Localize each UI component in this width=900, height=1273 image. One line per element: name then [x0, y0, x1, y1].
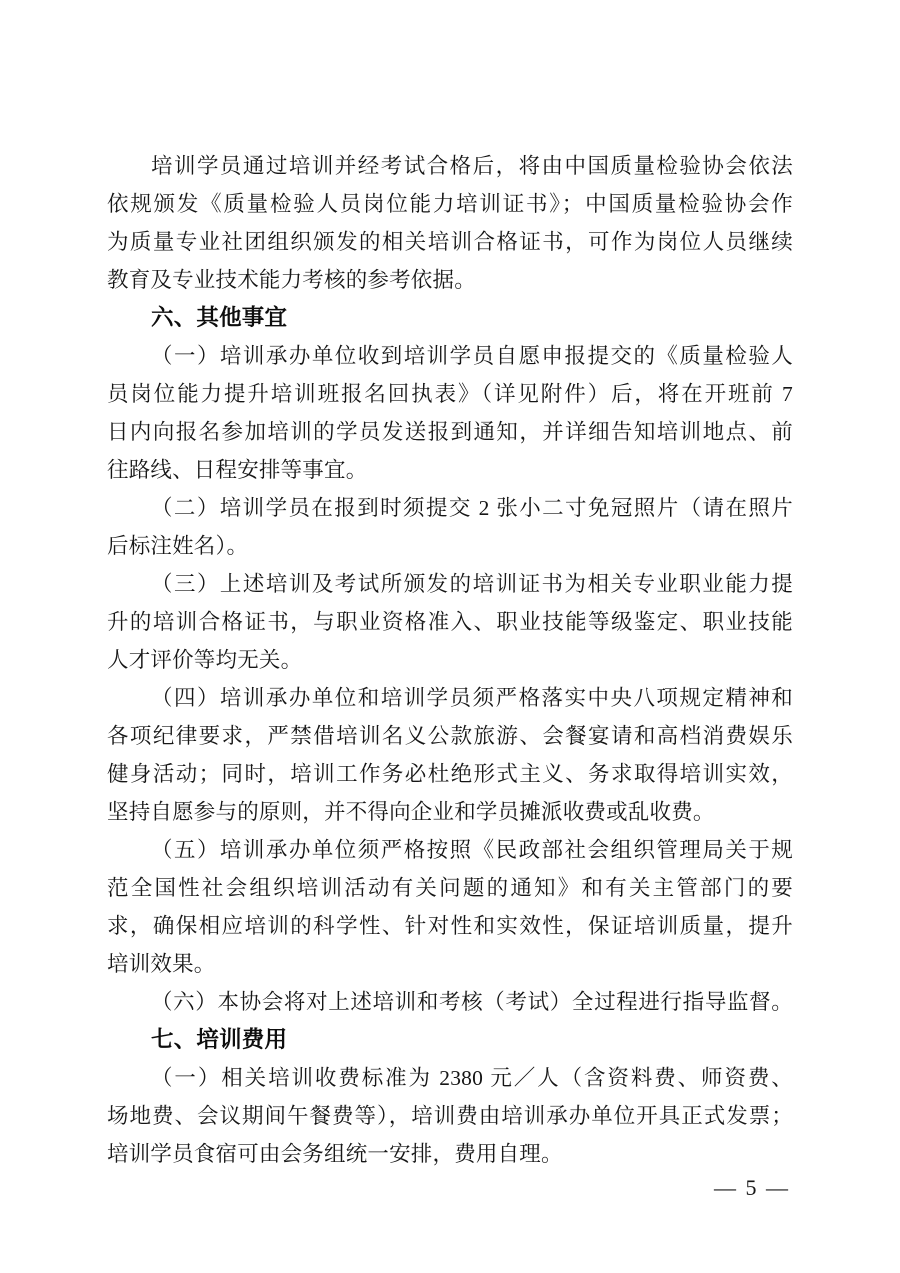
- page-number: — 5 —: [714, 1175, 790, 1200]
- text-line: （一）相关培训收费标准为 2380 元／人（含资料费、师资费、: [151, 1066, 793, 1090]
- text-line: 人才评价等均无关。: [107, 648, 303, 672]
- text-line: （三）上述培训及考试所颁发的培训证书为相关专业职业能力提: [151, 572, 793, 596]
- text-line: 坚持自愿参与的原则，并不得向企业和学员摊派收费或乱收费。: [107, 800, 715, 824]
- document-body: [107, 147, 793, 1173]
- text-line: 依规颁发《质量检验人员岗位能力培训证书》；中国质量检验协会作: [107, 192, 793, 216]
- text-line: （二）培训学员在报到时须提交 2 张小二寸免冠照片（请在照片: [151, 496, 793, 520]
- text-line: 培训学员通过培训并经考试合格后，将由中国质量检验协会依法: [151, 154, 793, 178]
- text-line: （六）本协会将对上述培训和考核（考试）全过程进行指导监督。: [151, 990, 793, 1014]
- text-line: 培训效果。: [107, 952, 216, 976]
- text-line: 培训学员食宿可由会务组统一安排，费用自理。: [107, 1142, 563, 1166]
- text-line: （一）培训承办单位收到培训学员自愿申报提交的《质量检验人: [151, 344, 793, 368]
- text-line: 员岗位能力提升培训班报名回执表》（详见附件）后，将在开班前 7: [107, 382, 793, 406]
- text-line: 日内向报名参加培训的学员发送报到通知，并详细告知培训地点、前: [107, 420, 793, 444]
- text-line: （四）培训承办单位和培训学员须严格落实中央八项规定精神和: [151, 686, 793, 710]
- text-line: 范全国性社会组织培训活动有关问题的通知》和有关主管部门的要: [107, 876, 793, 900]
- text-line: 为质量专业社团组织颁发的相关培训合格证书，可作为岗位人员继续: [107, 230, 793, 254]
- text-line: 往路线、日程安排等事宜。: [107, 458, 368, 482]
- text-line: 后标注姓名）。: [107, 534, 249, 558]
- text-line: 场地费、会议期间午餐费等），培训费由培训承办单位开具正式发票；: [107, 1104, 793, 1128]
- text-line: （五）培训承办单位须严格按照《民政部社会组织管理局关于规: [151, 838, 793, 862]
- text-line: 各项纪律要求，严禁借培训名义公款旅游、会餐宴请和高档消费娱乐: [107, 724, 793, 748]
- section-heading: 七、培训费用: [151, 1027, 288, 1052]
- text-line: 教育及专业技术能力考核的参考依据。: [107, 268, 476, 292]
- text-line: 升的培训合格证书，与职业资格准入、职业技能等级鉴定、职业技能: [107, 610, 793, 634]
- text-line: 求，确保相应培训的科学性、针对性和实效性，保证培训质量，提升: [107, 914, 793, 938]
- section-heading: 六、其他事宜: [151, 305, 288, 330]
- text-line: 健身活动；同时，培训工作务必杜绝形式主义、务求取得培训实效，: [107, 762, 793, 786]
